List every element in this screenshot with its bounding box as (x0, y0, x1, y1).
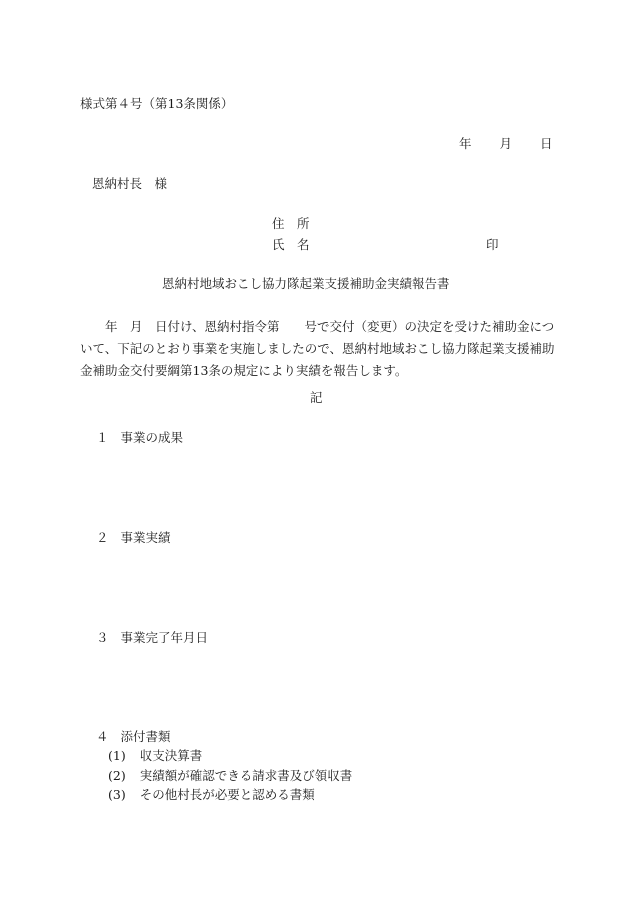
attachment-number: (2) (108, 768, 126, 783)
section-title: 添付書類 (120, 729, 171, 744)
body-paragraph: 年 月 日付け、恩納村指令第 号で交付（変更）の決定を受けた補助金について、下記のとおり事業を実施しましたので、恩納村地域おこし協力隊起業支援補助金補助金交付要綱第13条の規定により実績を報告します。 (80, 319, 555, 378)
attachment-text: その他村長が必要と認める書類 (139, 787, 315, 802)
section-4 (96, 731, 171, 744)
attachment-number: (1) (108, 748, 126, 763)
attachment-number: (3) (108, 787, 126, 802)
section-number: ４ (96, 729, 109, 744)
attachment-item-1 (108, 750, 202, 763)
name-label: 氏 名 (272, 237, 310, 252)
section-number: １ (96, 430, 109, 445)
section-3 (96, 632, 208, 645)
attachment-item-3 (108, 789, 315, 802)
section-title: 事業実績 (120, 530, 171, 545)
addressee: 恩納村長 様 (92, 176, 168, 191)
section-number: ３ (96, 630, 109, 645)
section-2 (96, 532, 171, 545)
attachment-text: 収支決算書 (139, 748, 203, 763)
section-number: ２ (96, 530, 109, 545)
section-title: 事業完了年月日 (120, 630, 209, 645)
date-year: 年 (459, 136, 472, 151)
date-day: 日 (540, 136, 553, 151)
seal-mark: 印 (486, 237, 499, 252)
section-1 (96, 432, 183, 445)
form-label: 様式第４号（第13条関係） (80, 96, 234, 111)
date-month: 月 (499, 136, 513, 151)
address-label: 住 所 (272, 216, 310, 231)
attachment-text: 実績額が確認できる請求書及び領収書 (139, 768, 353, 783)
ki-mark: 記 (310, 390, 323, 405)
attachment-item-2 (108, 770, 352, 783)
section-title: 事業の成果 (120, 430, 184, 445)
date-line (459, 138, 553, 151)
document-title: 恩納村地域おこし協力隊起業支援補助金実績報告書 (162, 276, 450, 291)
